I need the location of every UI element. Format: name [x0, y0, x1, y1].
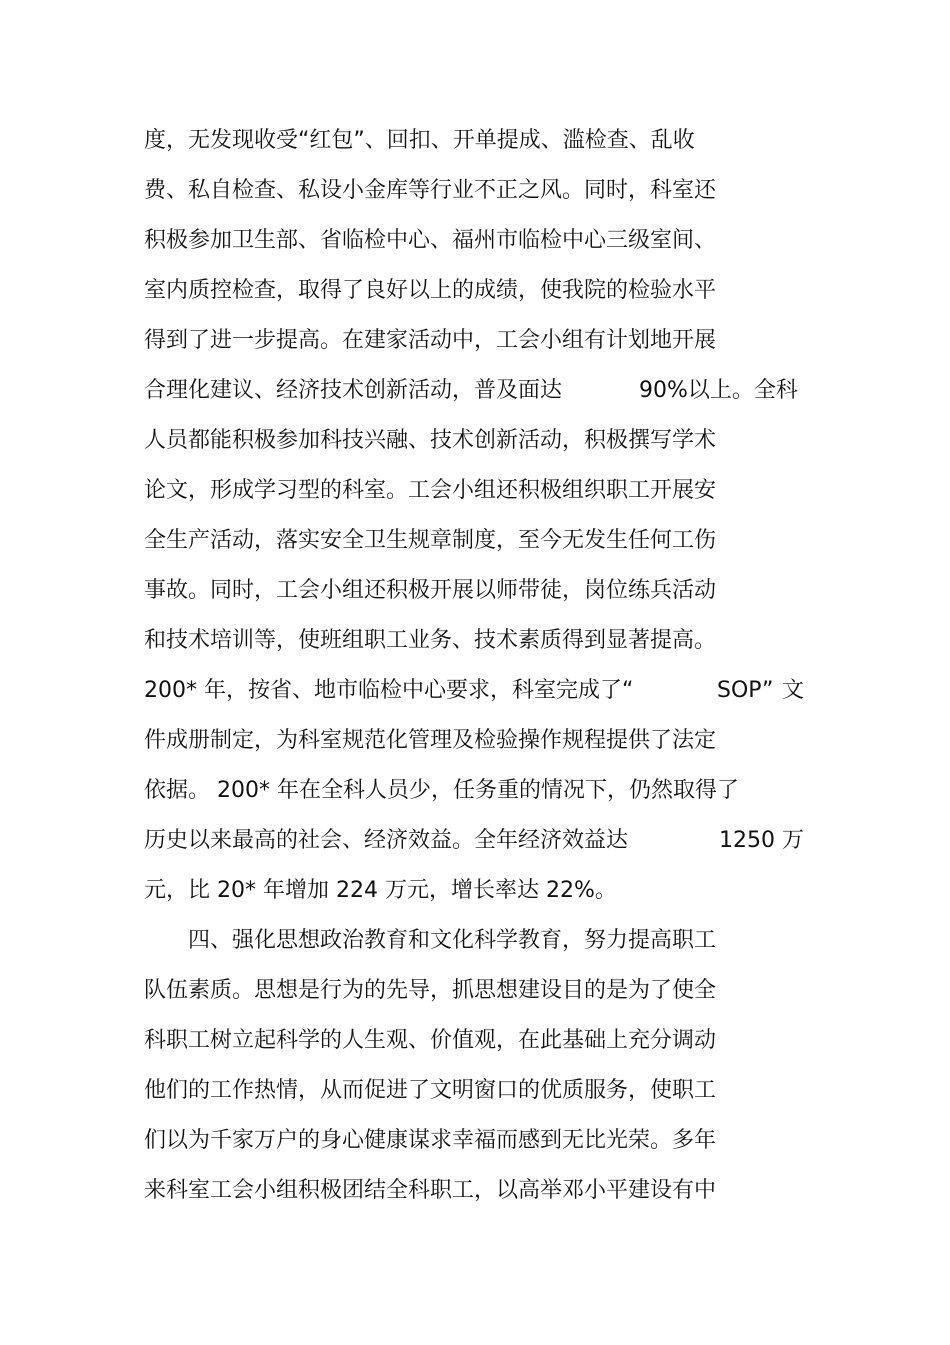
text-line: 人员都能积极参加科技兴融、技术创新活动，积极撰写学术	[144, 428, 717, 453]
text-line: 得到了进一步提高。在建家活动中，工会小组有计划地开展	[144, 328, 717, 353]
text-line	[144, 824, 804, 858]
text-line: 们以为千家万户的身心健康谋求幸福而感到无比光荣。多年	[144, 1128, 717, 1153]
text-line: 件成册制定，为科室规范化管理及检验操作规程提供了法定	[144, 728, 717, 753]
text-segment: 万	[782, 828, 805, 853]
text-line	[144, 674, 804, 708]
text-line: 费、私自检查、私设小金库等行业不正之风。同时，科室还	[144, 178, 717, 203]
text-line: 全生产活动，落实安全卫生规章制度，至今无发生任何工伤	[144, 528, 717, 553]
text-segment: 合理化建议、经济技术创新活动，普及面达	[144, 378, 563, 403]
text-segment: 200* 年，按省、地市临检中心要求，科室完成了“	[144, 678, 634, 703]
text-line: 依据。 200* 年在全科人员少，任务重的情况下，仍然取得了	[144, 778, 739, 803]
text-segment: 文	[782, 678, 805, 703]
text-line	[144, 374, 804, 408]
text-line: 度，无发现收受“红包”、回扣、开单提成、滥检查、乱收	[144, 128, 695, 153]
text-line: 元，比 20* 年增加 224 万元，增长率达 22%。	[144, 878, 617, 903]
text-line: 和技术培训等，使班组职工业务、技术素质得到显著提高。	[144, 628, 717, 653]
text-line: 来科室工会小组积极团结全科职工，以高举邓小平建设有中	[144, 1178, 717, 1203]
text-line: 论文，形成学习型的科室。工会小组还积极组织职工开展安	[144, 478, 717, 503]
text-line: 室内质控检查，取得了良好以上的成绩，使我院的检验水平	[144, 278, 717, 303]
text-line: 事故。同时，工会小组还积极开展以师带徒，岗位练兵活动	[144, 578, 717, 603]
text-line: 他们的工作热情，从而促进了文明窗口的优质服务，使职工	[144, 1078, 717, 1103]
text-segment: 90%以上。全科	[639, 378, 798, 403]
text-segment: 1250	[719, 828, 775, 853]
text-line: 队伍素质。思想是行为的先导，抓思想建设目的是为了使全	[144, 978, 717, 1003]
text-line: 积极参加卫生部、省临检中心、福州市临检中心三级室间、	[144, 228, 717, 253]
paragraph-first-line: 四、强化思想政治教育和文化科学教育，努力提高职工	[188, 928, 717, 953]
text-segment: SOP”	[717, 678, 774, 703]
text-line: 科职工树立起科学的人生观、价值观，在此基础上充分调动	[144, 1028, 717, 1053]
text-segment: 历史以来最高的社会、经济效益。全年经济效益达	[144, 828, 629, 853]
